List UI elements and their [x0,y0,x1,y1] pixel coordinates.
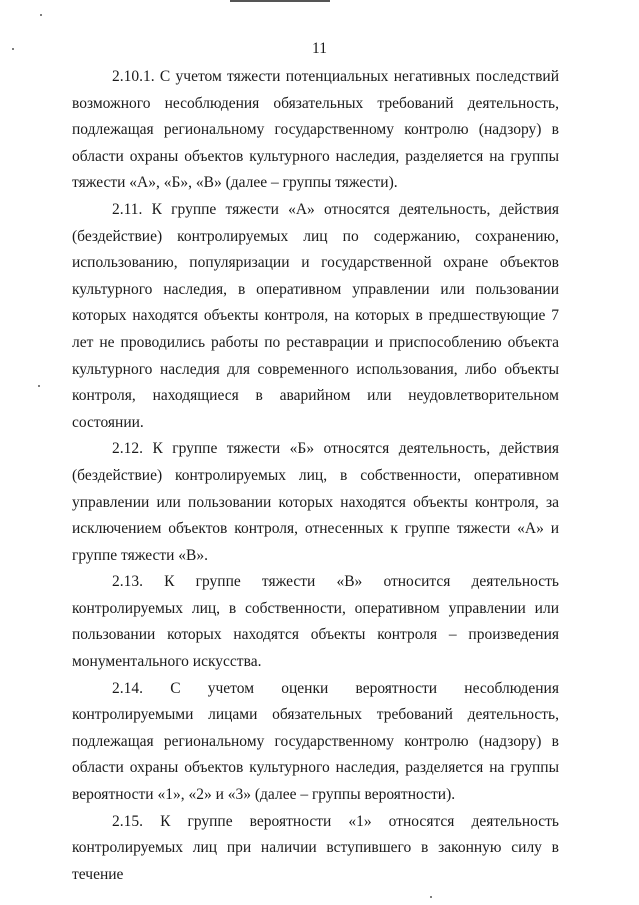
scan-speck [40,14,42,16]
paragraph-2-12: 2.12. К группе тяжести «Б» относятся деятельность, действия (бездействие) контролируемых лиц, в собственности, оперативном управлении или пользовании которых находятся объекты контроля, за исключением объектов контроля, отнесенных к группе тяжести «А» и группе тяжести «В». [72,440,559,564]
paragraph-2-15: 2.15. К группе вероятности «1» относятся деятельность контролируемых лиц при наличии вступившего в законную силу в течение [72,812,559,883]
paragraph-2-10-1: 2.10.1. С учетом тяжести потенциальных негативных последствий возможного несоблюдения обязательных требований деятельность, подлежащая региональному государственному контролю (надзору) в области охраны объектов культурного наследия, разделяется на группы тяжести «А», «Б», «В» (далее – группы тяжести). [72,68,559,192]
document-body [72,64,559,888]
scan-speck [12,48,14,50]
scan-speck [38,385,40,387]
paragraph-2-11: 2.11. К группе тяжести «А» относятся деятельность, действия (бездействие) контролируемых лиц по содержанию, сохранению, использованию, популяризации и государственной охране объектов культурного наследия, в оперативном управлении или пользовании которых находятся объекты контроля, на которых в предшествующие 7 лет не проводились работы по реставрации и приспособлению объекта культурного наследия для современного использования, либо объекты контроля, находящиеся в аварийном или неудовлетворительном состоянии. [72,200,559,431]
paragraph-2-14: 2.14. С учетом оценки вероятности несоблюдения контролируемыми лицами обязательных требований деятельность, подлежащая региональному государственному контролю (надзору) в области охраны объектов культурного наследия, разделяется на группы вероятности «1», «2» и «3» (далее – группы вероятности). [72,679,559,804]
page-number: 11 [312,40,327,57]
top-edge-rule [230,0,330,2]
scan-speck [430,896,432,898]
paragraph-2-13: 2.13. К группе тяжести «В» относится деятельность контролируемых лиц, в собственности, оперативном управлении или пользовании которых находятся объекты контроля – произведения монументального искусства. [72,573,559,671]
